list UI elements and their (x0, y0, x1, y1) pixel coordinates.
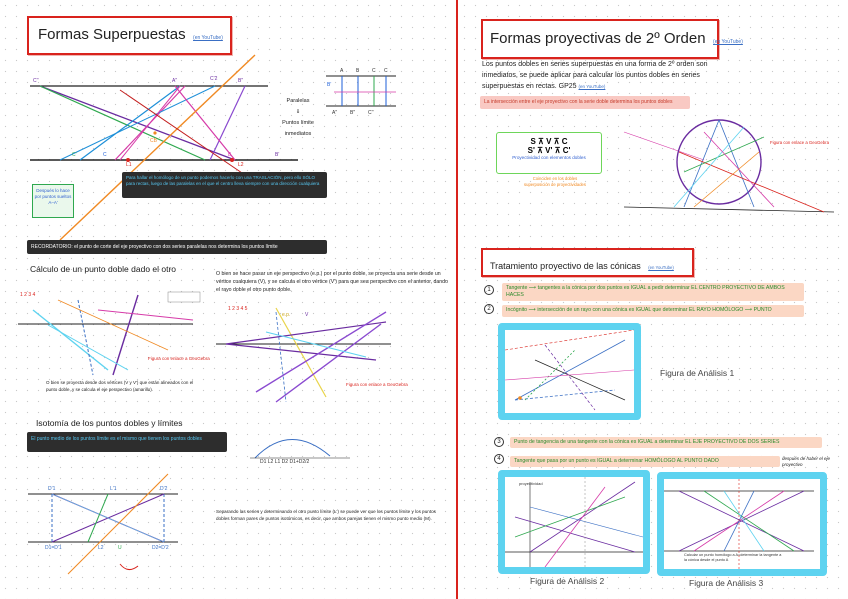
formula-line-2: S' ⊼ V' ⊼ C' (527, 146, 571, 155)
item-2-text: Incógnito ⟶ intersección de un rayo con una cónica es IGUAL que determinar EL RAYO HOMÓLOGO ⟶ PUNTO (502, 305, 804, 317)
intro-youtube-link[interactable]: (en YouTube) (578, 84, 606, 89)
label-b: B (228, 152, 232, 158)
label-c2b: C'2 (210, 76, 218, 82)
page-title: Formas Superpuestas (38, 26, 186, 43)
item-3-text: Punto de tangencia de una tangente con la cónica es IGUAL a determinar EL EJE PROYECTIVO DE DOS SERIES (510, 437, 822, 448)
calc-small-note: O bien se proyecta desde dos vértices (V y V') que están alineados con el punto doble, y se calcula el eje perspectivo (amarillo). (46, 380, 194, 392)
iso-d1-label: D'1 (48, 486, 56, 492)
analysis-figure-1-frame (498, 323, 641, 420)
right-page-title: Formas proyectivas de 2º Orden (490, 30, 706, 47)
iso-l2-label: L2 (98, 545, 104, 551)
paralelas-note: Paralelas ⇓ Puntos límite inmediatos (282, 98, 314, 137)
calc-nums: 1 2 3 4 (20, 292, 36, 298)
formula-caption: Proyectividad con elementos dobles (512, 155, 586, 160)
inset-left-label: B' (327, 82, 332, 88)
item-number-1: 1 (484, 285, 494, 295)
calculo-right-figure (216, 302, 416, 412)
inset-top-b: B (356, 68, 360, 74)
item-number-4: 4 (494, 454, 504, 464)
label-a2: A'' (172, 78, 178, 84)
v-label: V (305, 312, 309, 318)
proyectividad-formula-box (496, 132, 602, 174)
label-c1: C' (72, 152, 77, 158)
item-number-3: 3 (494, 437, 504, 447)
parallel-inset-diagram (326, 62, 406, 122)
label-l2: L2 (238, 162, 244, 168)
analysis-figure-2 (505, 477, 643, 567)
iso-d1b-label: D1=D'1 (45, 545, 62, 551)
calc-nums-2: 1 2 3 4 5 (228, 306, 248, 312)
formula-line-1: S ⊼ V ⊼ C (530, 137, 568, 146)
iso-d2-label: D'2 (160, 486, 168, 492)
item-4-text: Tangente que pasa por un punto es IGUAL a determinar HOMÓLOGO AL PUNTO DADO (510, 456, 780, 467)
inset-top-c1: C (372, 68, 376, 74)
isotomia-note: El punto medio de los puntos límite es el mismo que tienen los puntos dobles (27, 432, 227, 452)
isotomia-paragraph: Separando las series y determinando el otro punto límite (L') se puede ver que los puntos límite y los puntos dobles forman pares de puntos isotómicos, es decir, que ambos parejas tienen el mismo punto medio (M). (216, 509, 436, 521)
inset-bottom-a: A'' (332, 110, 338, 116)
inset-top-a: A (340, 68, 344, 74)
label-l1: L1 (126, 162, 132, 168)
fig3-note: Calcular un punto homólogo a A=determinar la tangente a la cónica desde el punto A (684, 553, 782, 562)
label-c: C (103, 152, 107, 158)
calculo-left-figure (18, 290, 218, 380)
right-youtube-link[interactable]: (en YouTube) (713, 39, 743, 45)
proyectividad-label: proyectividad (519, 481, 543, 486)
iso-l1-label: L'1 (110, 486, 117, 492)
conicas-youtube-link[interactable]: (en YouTube) (648, 265, 674, 270)
formas-proyectivas-title-box (481, 19, 743, 59)
orange-caption: Coinciden en los dobles superposición de proyectividades (524, 176, 586, 187)
figura-analisis-2-caption: Figura de Análisis 2 (530, 576, 605, 586)
iso-u-label: U (118, 545, 122, 551)
item-number-2: 2 (484, 304, 494, 314)
page-divider (456, 0, 458, 599)
youtube-link[interactable]: (en YouTube) (193, 35, 223, 41)
label-c2: C'' (33, 78, 39, 84)
inset-top-c2: C (384, 68, 388, 74)
label-cb: CB (150, 138, 157, 144)
isotomia-heading: Isotomía de los puntos dobles y límites (36, 418, 183, 428)
circle-projective-figure (624, 112, 844, 222)
circle-figura-geogebra-note[interactable]: Figura con enlace a GeoGebra (770, 140, 829, 145)
figura-geogebra-note-2[interactable]: Figura con enlace a GeoGebra (346, 382, 408, 387)
figura-analisis-1-caption: Figura de Análisis 1 (660, 368, 735, 378)
conicas-title-box (481, 248, 694, 277)
ep-label: e.p. (282, 312, 291, 318)
figura-analisis-3-caption: Figura de Análisis 3 (689, 578, 764, 588)
right-intro-paragraph: Los puntos dobles en series superpuestas en una forma de 2º orden son inmediatos, se puede aplicar para calcular los puntos dobles en series superpuestas en rectas. GP25 (en YouTube) (482, 61, 708, 90)
calculo-heading: Cálculo de un punto doble dado el otro (30, 264, 177, 274)
handwritten-note: después de haber el eje proyectivo (782, 456, 831, 467)
label-b2: B'' (238, 78, 244, 84)
isotomia-arc (250, 430, 360, 460)
calculo-paragraph: O bien se hace pasar un eje perspectivo (e.p.) por el punto doble, se proyecta una serie desde un vértice cualquiera (V), y se calcula el otro vértice (V') para que sea perspectivo con el anterior, dando el rayo doble el otro punto doble. (216, 271, 448, 293)
inset-bottom-c: C'' (368, 110, 374, 116)
inset-bottom-b: B'' (350, 110, 356, 116)
traslacion-note: Para hallar el homólogo de un punto podemos hacerlo con una TRASLACIÓN, pero ello SÓLO para rectas, luego de las paralelas en el que el centro lleva siempre con una dirección cualquiera (122, 172, 327, 198)
figura-geogebra-note-1[interactable]: Figura con enlace a GeoGebra (148, 356, 210, 361)
iso-d2b-label: D2=D'2 (152, 545, 169, 551)
interseccion-note: La intersección entre el eje proyectivo con la serie doble determina los puntos dobles (480, 96, 690, 109)
item-1-text: Tangente ⟶ tangentes a la cónica por dos puntos es IGUAL a pedir determinar EL CENTRO PROYECTIVO DE AMBOS HACES (502, 283, 804, 301)
green-note-box: Después lo hace por puntos sueltos A–A' (32, 184, 74, 218)
isotomia-formula: D1 L2 L1 D2 D1+D2/2 (260, 459, 310, 465)
recordatorio-banner: RECORDATORIO: el punto de corte del eje proyectivo con dos series paralelas nos determina los puntos límite (27, 240, 327, 254)
label-b1: B' (275, 152, 280, 158)
analysis-figure-1 (505, 330, 634, 413)
conicas-title: Tratamiento proyectivo de las cónicas (490, 261, 641, 271)
analysis-figure-2-frame (498, 470, 650, 574)
analysis-figure-3-frame (657, 472, 827, 576)
